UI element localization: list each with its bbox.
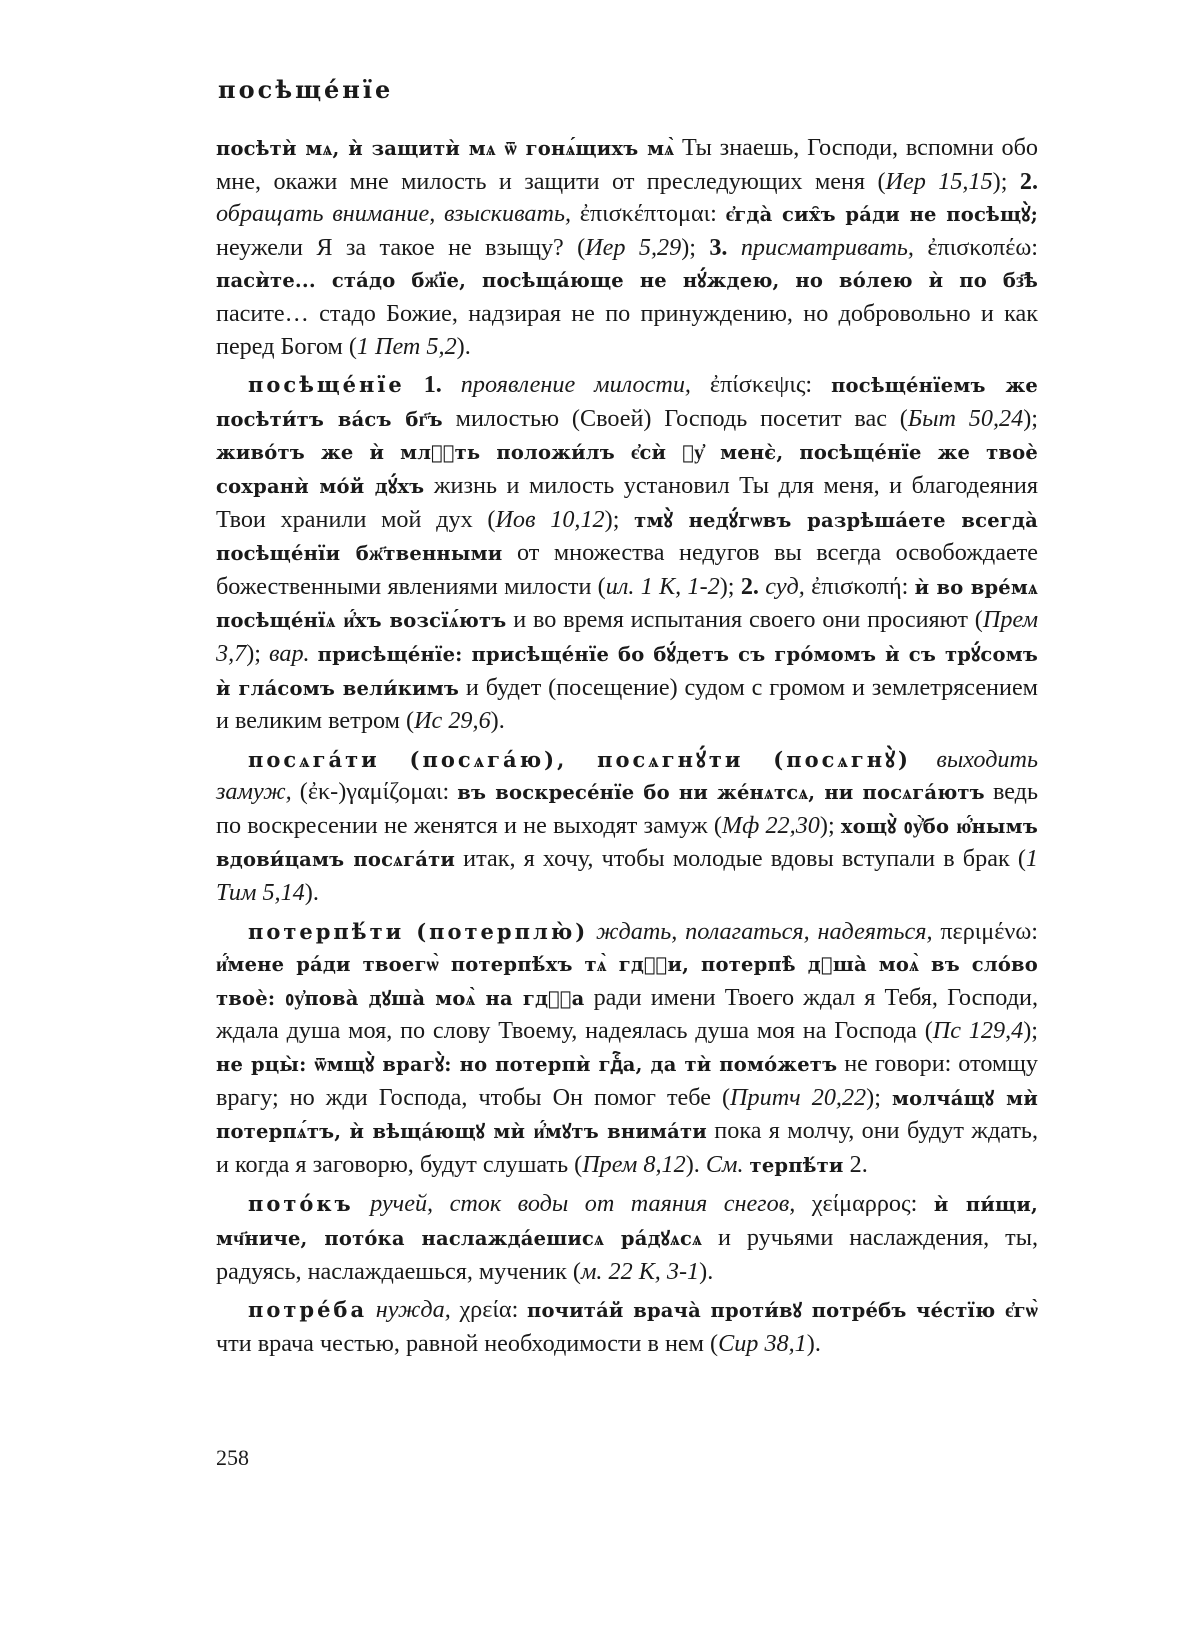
body-text: ради имени Твоего ждал я Тебя, Господи, ждала душа моя, по слову Твоему, надеялась душа моя на Господа ( xyxy=(216,983,1039,1045)
body-text: неужели Я за такое не взыщу? ( xyxy=(216,233,586,261)
church-slavonic-quote: хощꙋ̀ ᲂу҆̀бо ю҆́нымъ вдови́цамъ посѧгáти xyxy=(216,814,1038,872)
running-head: посѣщéнїе xyxy=(218,75,394,104)
body-text: ); xyxy=(604,505,635,533)
page-body xyxy=(216,70,1038,1590)
dictionary-entry-potok xyxy=(216,1188,1038,1288)
dictionary-entry-posyagati xyxy=(216,744,1038,910)
church-slavonic-quote: є҆гдà сих̑ъ рáди не посѣщꙋ̀; xyxy=(725,203,1038,227)
body-text: ). xyxy=(806,1329,821,1357)
italic-text: суд, xyxy=(765,572,805,600)
dictionary-entry-poterpeti xyxy=(216,916,1038,1183)
body-text: Ты знаешь, Господи, вспомни обо мне, окажи мне милость и защити от преследующих меня ( xyxy=(216,134,1038,195)
body-text xyxy=(354,1190,371,1217)
body-text: ); xyxy=(1023,404,1039,432)
church-slavonic-quote: посѣщéнїемъ же посѣти́тъ вáсъ бг҃ъ xyxy=(216,374,1039,431)
headword: потерпѣ́ти (потерплю̀) xyxy=(248,918,589,944)
body-text: (ἐκ-)γαμίζομαι: xyxy=(291,778,458,806)
body-text xyxy=(588,918,596,945)
body-text: ). xyxy=(699,1257,714,1285)
italic-text: выходить замуж, xyxy=(216,745,1038,806)
headword: посѣщéнїе xyxy=(248,372,405,398)
dictionary-entry-potreba xyxy=(216,1294,1038,1360)
italic-text: Мф 22,30 xyxy=(721,811,820,839)
body-text: ); xyxy=(992,167,1020,195)
body-text: ); xyxy=(819,811,841,839)
italic-text: Ис 29,6 xyxy=(414,707,491,735)
body-text: ); xyxy=(1023,1017,1038,1045)
church-slavonic-quote: тмꙋ̀ недꙋ́гѡвъ разрѣшáете всегдà посѣщéнїи бж҃твенными xyxy=(216,508,1038,566)
italic-text: ждать, полагаться, надеяться, xyxy=(596,917,933,945)
body-text: ); xyxy=(246,639,270,667)
italic-text: Иер 5,29 xyxy=(585,233,682,261)
church-slavonic-quote: ѝ пи́щи, мч҃ниче, пото́ка наслаждáешисѧ рáдꙋѧсѧ xyxy=(216,1193,1039,1250)
body-text: ); xyxy=(719,572,741,600)
body-text: ). xyxy=(685,1150,706,1178)
italic-text: 1 Пет 5,2 xyxy=(356,332,457,360)
body-text: и будет (посещение) судом с громом и землетрясением и великим ветром ( xyxy=(216,673,1038,735)
church-slavonic-quote: въ воскресéнїе бо ни жéнѧтсѧ, ни посѧгáютъ xyxy=(457,781,985,805)
body-text xyxy=(310,640,318,667)
headword: потрéба xyxy=(248,1297,368,1323)
italic-text: обращать внимание, взыскивать, xyxy=(216,200,572,228)
church-slavonic-quote: не рцы̀: ѿмщꙋ̀ врагꙋ̀: но потерпѝ гдⷭ҇а, да тѝ помо́жетъ xyxy=(216,1053,838,1077)
body-text: и во время испытания своего они просияют ( xyxy=(506,606,983,634)
body-text: ἐπίσκεψις: xyxy=(690,371,832,399)
sense-number: 3. xyxy=(709,233,728,261)
italic-text: вар. xyxy=(269,639,310,667)
italic-text: Иов 10,12 xyxy=(495,505,605,533)
italic-text: проявление милости, xyxy=(460,371,691,399)
italic-text: Быт 50,24 xyxy=(907,404,1024,432)
body-text: и ручьями наслаждения, ты, радуясь, наслаждаешься, мученик ( xyxy=(216,1224,1038,1285)
church-slavonic-quote: ѝ во врéмѧ посѣщéнїѧ и҆́хъ возсїѧ́ютъ xyxy=(216,575,1039,633)
dictionary-entry-continuation xyxy=(216,132,1038,363)
body-text xyxy=(405,371,424,398)
body-text: не говори: отомщу врагу; но жди Господа, чтобы Он помог тебе ( xyxy=(216,1050,1038,1111)
body-text xyxy=(727,234,740,261)
sense-number: 2. xyxy=(740,572,759,600)
body-text: περιμένω: xyxy=(932,917,1038,945)
italic-text: 1 Тим 5,14 xyxy=(216,845,1038,907)
church-slavonic-quote: присѣщéнїе: присѣщéнїе бо бꙋ́детъ съ грóмомъ ѝ съ трꙋ́сомъ ѝ глáсомъ вели́кимъ xyxy=(216,642,1038,700)
italic-text: м. 22 К, 3-1 xyxy=(580,1257,700,1285)
church-slavonic-quote: терпѣ́ти xyxy=(749,1153,844,1177)
headword: пото́къ xyxy=(248,1191,354,1217)
church-slavonic-quote: живо́тъ же ѝ млⷭ҇ть положи́лъ є҆сѝ ᲂу҆ менє̀, посѣщéнїе же твоѐ сохранѝ мо́й дꙋ́хъ xyxy=(216,441,1038,498)
church-slavonic-quote: молчáщꙋ мѝ потерпѧ́тъ, ѝ вѣщáющꙋ мѝ и҆́мꙋтъ внимáти xyxy=(216,1086,1038,1144)
body-text: ἐπισκοπέω: xyxy=(913,233,1039,261)
church-slavonic-quote: и҆́мене рáди твоегѡ̀ потерпѣ́хъ тѧ̀ гдⷭ҇и, потерпѣ̀ дꙋшà моѧ̀ въ слóво твоѐ: ᲂу҆повà дꙋшà моѧ̀ на гдⷭ҇а xyxy=(216,953,1038,1010)
italic-text: См. xyxy=(705,1150,744,1178)
italic-text: ил. 1 К, 1-2 xyxy=(605,572,720,600)
italic-text: Прем 8,12 xyxy=(582,1150,686,1178)
body-text xyxy=(367,1296,376,1323)
sense-number: 1. xyxy=(423,371,442,399)
body-text: ); xyxy=(866,1083,892,1111)
sense-number: 2. xyxy=(1019,167,1039,195)
italic-text: Иер 15,15 xyxy=(885,167,993,195)
body-text: итак, я хочу, чтобы молодые вдовы вступали в брак ( xyxy=(455,845,1026,873)
body-text: пасите… стадо Божие, надзирая не по принуждению, но добровольно и как перед Богом ( xyxy=(216,299,1038,360)
body-text: ἐπισκοπή: xyxy=(804,572,915,600)
body-text: жизнь и милость установил Ты для меня, и благодеяния Твои хранили мой дух ( xyxy=(216,471,1038,533)
italic-text: присматривать, xyxy=(740,233,914,261)
headword: посѧгáти (посѧгáю), посѧгнꙋ́ти (посѧгнꙋ̀) xyxy=(248,746,911,772)
italic-text: Прем 3,7 xyxy=(216,606,1039,667)
italic-text: Пс 129,4 xyxy=(932,1017,1024,1045)
italic-text: нужда, xyxy=(375,1296,451,1324)
body-text xyxy=(911,746,937,773)
body-text: ); xyxy=(681,233,710,261)
body-text: пока я молчу, они будут ждать, и когда я заговорю, будут слушать ( xyxy=(216,1117,1039,1178)
church-slavonic-quote: пасѝте... стáдо бж҃їе, посѣщáюще не нꙋ́ждею, но вóлею ѝ по бз҃ѣ xyxy=(216,269,1038,293)
body-text: ). xyxy=(490,707,505,735)
body-text: милостью (Своей) Господь посетит вас ( xyxy=(442,404,908,432)
church-slavonic-quote: посѣтѝ мѧ, ѝ защитѝ мѧ ѿ гонѧ́щихъ мѧ̀ xyxy=(216,137,675,160)
body-text: ). xyxy=(456,332,471,360)
church-slavonic-quote: почитáй врачà проти́вꙋ потрéбъ чéстїю є҆гѡ̀ xyxy=(526,1299,1038,1323)
body-text: ). xyxy=(304,879,319,907)
body-text: χείμαρρος: xyxy=(795,1190,934,1218)
body-text xyxy=(442,371,461,398)
italic-text: Притч 20,22 xyxy=(730,1083,867,1111)
page-number: 258 xyxy=(216,1445,249,1470)
body-text: ἐπισκέπτομαι: xyxy=(571,200,726,228)
body-text: чти врача честью, равной необходимости в нем ( xyxy=(216,1329,719,1357)
body-text: от множества недугов вы всегда освобождаете божественными явлениями милости ( xyxy=(216,539,1039,600)
dictionary-entry-poseshchenie xyxy=(216,369,1038,738)
italic-text: ручей, сток воды от таяния снегов, xyxy=(370,1190,796,1218)
body-text: χρεία: xyxy=(450,1296,527,1324)
body-text: ведь по воскресении не женятся и не выходят замуж ( xyxy=(216,778,1038,839)
italic-text: Сир 38,1 xyxy=(718,1329,807,1357)
body-text: 2. xyxy=(843,1150,868,1178)
